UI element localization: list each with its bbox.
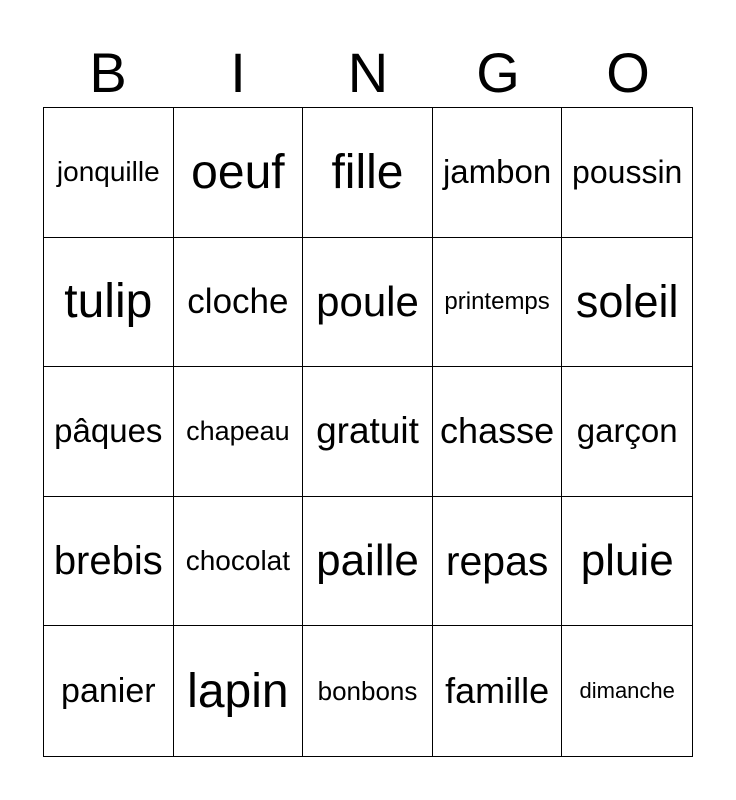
bingo-cell: oeuf: [174, 108, 304, 238]
bingo-cell: brebis: [44, 497, 174, 627]
bingo-cell: repas: [433, 497, 563, 627]
bingo-cell: jonquille: [44, 108, 174, 238]
bingo-cell: chasse: [433, 367, 563, 497]
bingo-cell: gratuit: [303, 367, 433, 497]
bingo-cell: chapeau: [174, 367, 304, 497]
bingo-cell: poussin: [562, 108, 692, 238]
bingo-cell: dimanche: [579, 678, 675, 704]
bingo-cell: chocolat: [174, 497, 304, 627]
bingo-cell: bonbons: [303, 626, 433, 756]
bingo-cell: fille: [303, 108, 433, 238]
header-letter-g: G: [476, 41, 520, 104]
header-letter-o: O: [606, 41, 650, 104]
bingo-cell: famille: [433, 626, 563, 756]
header-letter-n: N: [347, 41, 389, 104]
bingo-cell: pâques: [44, 367, 174, 497]
bingo-cell: pluie: [562, 497, 692, 627]
bingo-cell: poule: [303, 238, 433, 368]
bingo-cell: garçon: [562, 367, 692, 497]
header-letter-i: I: [230, 41, 246, 104]
header-letter-b: B: [89, 41, 127, 104]
bingo-cell: paille: [303, 497, 433, 627]
bingo-cell: jambon: [433, 108, 563, 238]
bingo-cell: lapin: [174, 626, 304, 756]
bingo-cell: printemps: [433, 238, 563, 368]
bingo-cell: tulip: [44, 238, 174, 368]
bingo-header: [43, 38, 693, 108]
bingo-board: [43, 107, 693, 757]
bingo-cell: soleil: [562, 238, 692, 368]
bingo-cell: cloche: [174, 238, 304, 368]
bingo-cell: panier: [44, 626, 174, 756]
